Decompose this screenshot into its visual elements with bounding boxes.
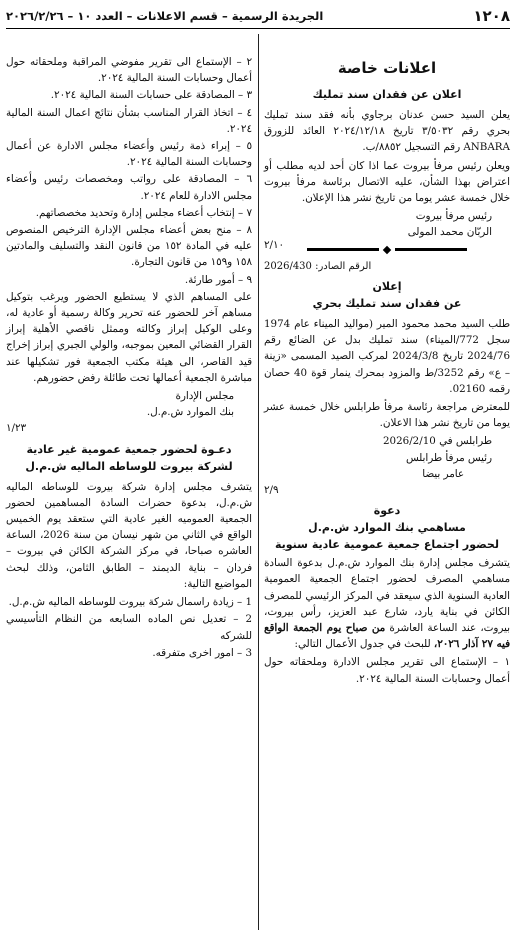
closing-paragraph: على المساهم الذي لا يستطيع الحضور ويرغب بتوكيل مساهم آخر للحضور عنه تحرير وكالة رسمية أو عادية له، وعلى الوكيل إبراز وكالته وممثل ناقصي الأهلية إبراز القرار القضائي المعين بموجبه، والولي الجبري إبراز إخراج قيد القاصر، الى هيئة مكتب الجمعية فور تشكيلها عند مباشرة الجمعية أعمالها تحت طائلة رفض حضورهم.: [6, 290, 252, 384]
agenda-item: 3 – امور اخرى متفرقه.: [152, 646, 252, 659]
ad-issue-number: ١/٢٣: [6, 422, 27, 435]
divider-bar: [307, 248, 379, 251]
ad-title: إعلان: [372, 280, 402, 294]
ad-title: اعلان عن فقدان سند تمليك: [312, 88, 462, 101]
ad-paragraph: يعلن السيد حسن عدنان برجاوي بأنه فقد سند تمليك بحري رقم ٣/٥٠٣٢ تاريخ ٢٠٢٤/١٢/١٨ العائد للزورق ANBARA رقم التسجيل ٨٨٥٢/ب.: [264, 109, 510, 154]
ad-subtitle: لحضور اجتماع جمعية عمومية عادية سنوية: [274, 538, 499, 552]
ad-issue-number: ٢/١٠: [264, 238, 285, 251]
agenda-item: 1 – زيادة راسمال شركة بيروت للوساطه الماليه ش.م.ل.: [8, 596, 252, 609]
left-column: [6, 34, 252, 930]
agenda-item: ٥ – إبراء ذمة رئيس وأعضاء مجلس الادارة عن أعمال وحسابات السنة المالية ٢٠٢٤.: [6, 140, 252, 169]
agenda-item: ١ – الإستماع الى تقرير مجلس الادارة وملحقاته حول أعمال وحسابات السنة المالية ٢٠٢٤.: [264, 656, 510, 685]
ad-paragraph: ويعلن رئيس مرفأ بيروت عما اذا كان أحد لديه مطلب أو اعتراض بهذا الشأن، عليه الاتصال برئاسة مرفأ بيروت خلال خمسة عشر يوما من تاريخ نشر هذا الإعلان.: [264, 159, 510, 205]
agenda-item: ٨ – منح بعض أعضاء مجلس الإدارة الترخيص المنصوص عليه في المادة ١٥٢ من قانون النقد والتسليف والمادتين ١٥٨ و١٥٩ من قانون التجارة.: [6, 224, 253, 269]
signature-line: الربّان محمد المولى: [407, 226, 492, 239]
ad-paragraph: للمعترض مراجعة رئاسة مرفأ طرابلس خلال خمسة عشر يوما من تاريخ نشر هذا الاعلان.: [264, 401, 510, 430]
signature-line: رئيس مرفأ طرابلس: [405, 451, 492, 464]
agenda-item: ٧ – إنتخاب أعضاء مجلس إدارة وتحديد مخصصاتهم.: [35, 206, 252, 219]
signature-line: بنك الموارد ش.م.ل.: [146, 406, 234, 419]
agenda-item: ٩ – أمور طارئة.: [184, 273, 252, 286]
ad-lost-deed-tripoli: [264, 259, 510, 498]
paragraph-text: للبحث في جدول الأعمال التالي:: [294, 638, 431, 651]
ad-title: دعـوة لحضور جمعية عمومية غير عادية: [26, 442, 232, 456]
ad-subtitle: مساهمي بنك الموارد ش.م.ل: [308, 521, 466, 535]
right-column: [264, 34, 510, 930]
ad-lost-deed-beirut: [264, 86, 510, 253]
divider-bar: [395, 248, 467, 251]
section-title: اعلانات خاصة: [337, 59, 437, 77]
ad-subtitle: لشركة بيروت للوساطه الماليه ش.م.ل: [25, 459, 233, 473]
column-divider: [258, 34, 259, 930]
ad-issue-number: ٢/٩: [264, 484, 279, 497]
ad-extraordinary-meeting: [6, 441, 252, 661]
agenda-list: [6, 54, 252, 288]
ad-invitation-bank: [264, 502, 510, 687]
page-number: ١٢٠٨: [473, 7, 510, 25]
agenda-item: ٦ – المصادقة على رواتب ومخصصات رئيس وأعضاء مجلس الادارة للعام ٢٠٢٤.: [6, 173, 252, 202]
agenda-item: 2 – تعديل نص الماده السابعه من النظام التأسيسي للشركه: [6, 613, 252, 642]
reference-number: الرقم الصادر: 2026/430: [264, 260, 372, 272]
ad-signature: [6, 388, 234, 420]
ad-paragraph: يتشرف مجلس إدارة شركة بيروت للوساطه الماليه ش.م.ل، بدعوة حضرات السادة المساهمين لحضور الجمعية العموميه الغير عادية التي ستعقد يوم الخميس الواقع في الثاني من شهر نيسان من سنة 2026، الساعة العاشره صباحا، في مركز الشركة الكائن في بيروت – فردان – بناية الديمند – الطابق الثامن، وذلك لبحث المواضيع التالية:: [6, 480, 252, 590]
paragraph-text: يتشرف مجلس إدارة بنك الموارد ش.م.ل بدعوة السادة مساهمي المصرف لحضور اجتماع الجمعية العمومية العادية السنوية الذي سيعقد في المركز الرئيسي للمصرف الكائن في بناية يارد، شارع عبد العزيز، رأس بيروت، بيروت، عند الساعة العاشرة: [264, 557, 510, 635]
signature-line: عامر بيضا: [422, 467, 464, 480]
ad-title: دعوة: [373, 504, 401, 518]
agenda-item: ٢ – الإستماع الى تقرير مفوضي المراقبة وملحقاته حول أعمال وحسابات السنة المالية ٢٠٢٤.: [6, 56, 252, 85]
agenda-item: ٤ – اتخاذ القرار المناسب بشأن نتائج اعمال السنة المالية ٢٠٢٤.: [6, 106, 252, 135]
signature-line: طرابلس في 2026/2/10: [383, 435, 492, 448]
ad-paragraph: [264, 555, 510, 652]
signature-line: رئيس مرفأ بيروت: [415, 210, 492, 223]
ad-subtitle: عن فقدان سند تمليك بحري: [312, 297, 462, 311]
ad-signature: [264, 433, 492, 482]
page-header: [6, 4, 510, 29]
agenda-item: ٣ – المصادقة على حسابات السنة المالية ٢٠٢٤.: [50, 89, 252, 102]
signature-line: مجلس الإدارة: [175, 390, 234, 403]
header-title: الجريدة الرسمية – قسم الاعلانات – العدد ١٠ – ٢٠٢٦/٢/٢٦: [6, 9, 324, 23]
ad-paragraph: طلب السيد محمد محمود المير (مواليد الميناء عام 1974 سجل 772/الميناء) سند تمليك بدل عن الضائع رقم 2024/76 تاريخ 2024/3/8 لمركب الصيد المسمى «زينة – ع» رقم 3252/ط والمزود بمحرك ينمار قوة 40 حصان رقمه 02160.: [264, 318, 510, 395]
meeting-date-text: من صباح يوم الجمعة الواقع فيه ٢٧ آذار ٢٠٢٦،: [264, 622, 510, 651]
